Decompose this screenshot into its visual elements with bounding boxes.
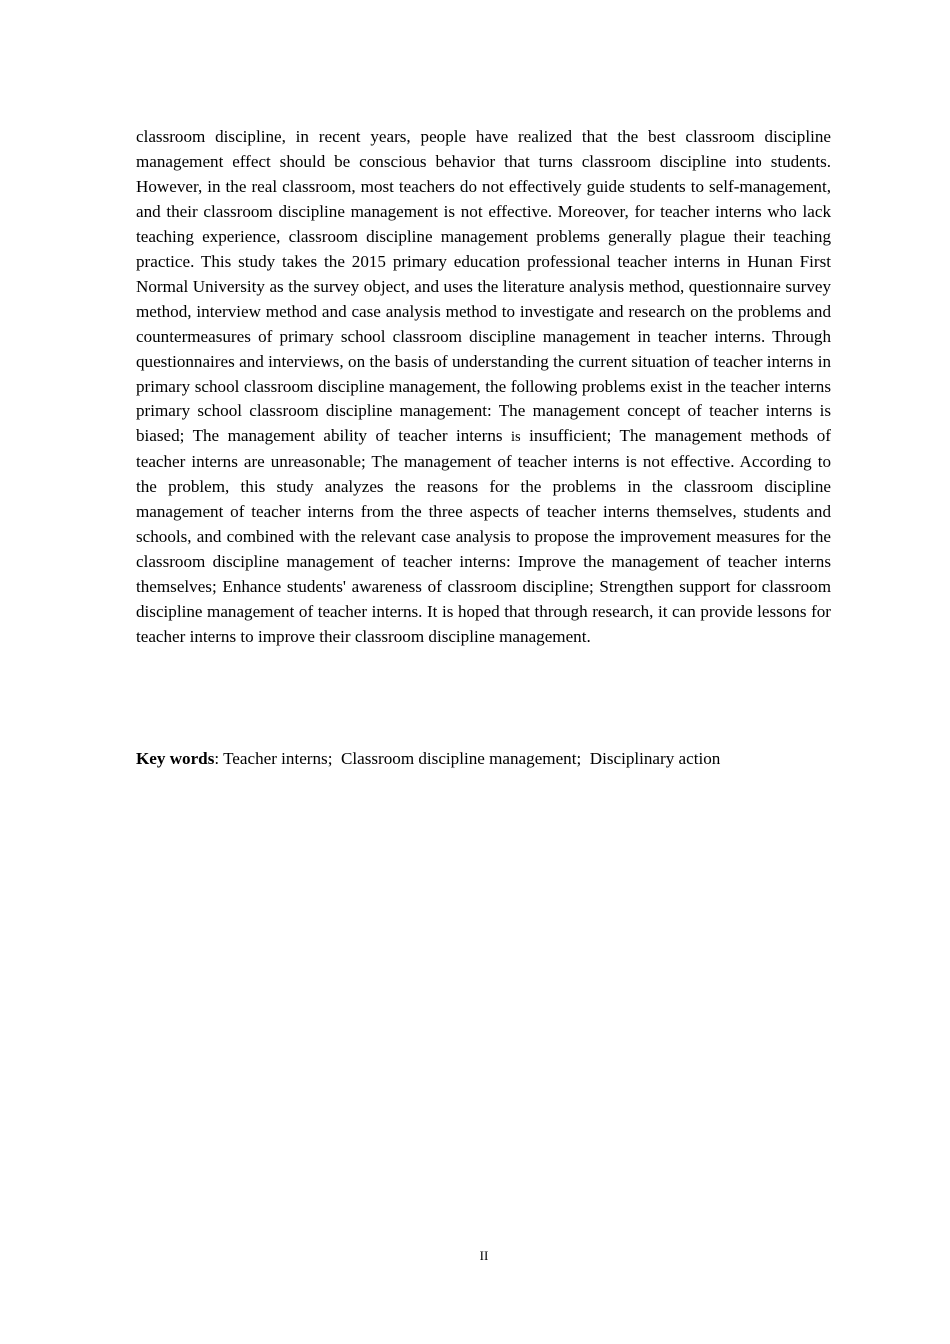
keywords-list: Teacher interns; Classroom discipline management; Disciplinary action (223, 749, 721, 768)
page-number: II (479, 1248, 489, 1263)
keywords-separator: : (214, 749, 224, 768)
keywords-label: Key words (136, 749, 215, 768)
abstract-text-part-1: classroom discipline, in recent years, people have realized that the best classroom discipline management effect should be conscious behavior that turns classroom discipline into students. However, in the real classroom, most teachers do not effectively guide students to self-management, and their classroom discipline management is not effective. Moreover, for teacher interns who lack teaching experience, classroom discipline management problems generally plague their teaching practice. This study takes the 2015 primary education professional teacher interns in Hunan First Normal University as the survey object, and uses the literature analysis method, questionnaire survey method, interview method and case analysis method to investigate and research on the problems and countermeasures of primary school classroom discipline management in teacher interns. Through questionnaires and interviews, on the basis of understanding the current situation of teacher interns in primary school classroom discipline management, the following problems exist in the teacher interns primary school classroom discipline management: The management concept of teacher interns is biased; The management ability of teacher interns (136, 127, 831, 446)
abstract-paragraph (136, 125, 831, 650)
abstract-text-part-2: insufficient; The management methods of teacher interns are unreasonable; The management of teacher interns is not effective. According to the problem, this study analyzes the reasons for the problems in the classroom discipline management of teacher interns from the three aspects of teacher interns themselves, students and schools, and combined with the relevant case analysis to propose the improvement measures for the classroom discipline management of teacher interns: Improve the management of teacher interns themselves; Enhance students' awareness of classroom discipline; Strengthen support for classroom discipline management of teacher interns. It is hoped that through research, it can provide lessons for teacher interns to improve their classroom discipline management. (136, 426, 831, 647)
keywords-line (136, 747, 836, 772)
abstract-small-word: is (510, 429, 521, 446)
